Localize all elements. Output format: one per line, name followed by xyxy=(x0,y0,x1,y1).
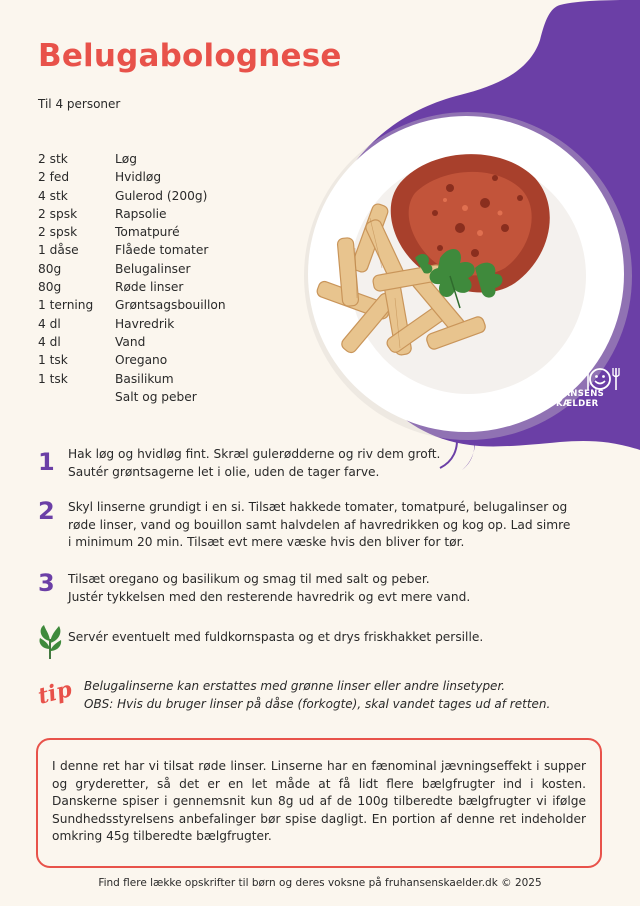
step-line: Justér tykkelsen med den resterende havredrik og evt mere vand. xyxy=(68,589,471,604)
step-text xyxy=(68,499,570,552)
step-text xyxy=(68,446,440,481)
ingredient-row xyxy=(38,315,226,333)
ingredient-list xyxy=(38,150,226,406)
tip-line: Belugalinserne kan erstattes med grønne linser eller andre linsetyper. xyxy=(84,679,506,693)
ingredient-row xyxy=(38,187,226,205)
serve-text: Servér eventuelt med fuldkornspasta og et drys friskhakket persille. xyxy=(68,630,484,644)
ingredient-qty xyxy=(38,388,115,406)
ingredient-qty: 1 dåse xyxy=(38,243,79,258)
ingredient-name: Rapsolie xyxy=(115,206,167,221)
info-box xyxy=(36,738,602,868)
servings: Til 4 personer xyxy=(38,97,121,111)
ingredient-name: Flåede tomater xyxy=(115,243,209,258)
ingredient-qty: 80g xyxy=(38,280,62,295)
step-line: i minimum 20 min. Tilsæt evt mere væske hvis den bliver for tør. xyxy=(68,535,465,549)
ingredient-name: Belugalinser xyxy=(115,261,191,276)
ingredient-name: Havredrik xyxy=(115,316,175,331)
ingredient-name: Basilikum xyxy=(115,371,174,386)
ingredient-row xyxy=(38,351,226,369)
ingredient-name: Hvidløg xyxy=(115,170,162,185)
ingredient-name: Grøntsagsbouillon xyxy=(115,298,226,313)
ingredient-name: Oregano xyxy=(115,353,168,368)
ingredient-qty: 1 tsk xyxy=(38,371,68,386)
footer-text: Find flere lække opskrifter til børn og deres voksne på fruhansenskaelder.dk © 2025 xyxy=(98,877,542,889)
ingredient-name: Gulerod (200g) xyxy=(115,188,208,203)
info-text: I denne ret har vi tilsat røde linser. Linserne har en fænominal jævningseffekt i supper og gryderetter, så det er en let måde at få lidt flere bælgfrugter ind i kosten. Danskerne spiser i gennemsnit kun 8g ud af de 100g tilberedte bælgfrugter vi ifølge Sundhedsstyrelsens anbefalinger bør spise dagligt. En portion af denne ret indeholder omkring 45g tilberedte bælgfrugter. xyxy=(52,759,586,843)
ingredient-qty: 1 tsk xyxy=(38,353,68,368)
ingredient-qty: 1 terning xyxy=(38,298,94,313)
ingredient-name: Salt og peber xyxy=(115,389,197,404)
ingredient-row xyxy=(38,150,226,168)
ingredient-qty: 2 stk xyxy=(38,152,68,166)
ingredient-row xyxy=(38,223,226,241)
logo-line-3: KÆLDER xyxy=(556,399,599,409)
ingredient-row xyxy=(38,333,226,351)
tip-line: OBS: Hvis du bruger linser på dåse (forkogte), skal vandet tages ud af retten. xyxy=(84,696,551,711)
tip-label: tip xyxy=(35,676,75,710)
ingredient-row xyxy=(38,278,226,296)
ingredient-row xyxy=(38,388,226,406)
ingredient-name: Røde linser xyxy=(115,280,184,295)
step-line: Skyl linserne grundigt i en si. Tilsæt hakkede tomater, tomatpuré, belugalinser og xyxy=(68,500,568,514)
ingredient-name: Vand xyxy=(115,334,146,349)
ingredient-row xyxy=(38,205,226,223)
step-2 xyxy=(38,499,570,552)
brand-logo xyxy=(556,366,626,422)
step-line: Sautér grøntsagerne let i olie, uden de tager farve. xyxy=(68,464,380,479)
tip-text xyxy=(84,678,550,713)
ingredient-row xyxy=(38,168,226,186)
ingredient-qty: 2 fed xyxy=(38,170,70,185)
ingredient-row xyxy=(38,370,226,388)
ingredient-qty: 4 dl xyxy=(38,334,61,349)
step-text xyxy=(68,571,470,606)
recipe-title: Belugabolognese xyxy=(38,38,342,74)
step-line: Tilsæt oregano og basilikum og smag til med salt og peber. xyxy=(68,572,430,586)
ingredient-qty: 2 spsk xyxy=(38,206,78,221)
ingredient-row xyxy=(38,260,226,278)
ingredient-qty: 4 stk xyxy=(38,188,68,203)
ingredient-qty: 2 spsk xyxy=(38,225,78,240)
ingredient-qty: 80g xyxy=(38,261,62,276)
ingredient-row xyxy=(38,241,226,259)
step-number: 2 xyxy=(38,497,55,525)
step-number: 1 xyxy=(38,448,55,476)
step-3 xyxy=(38,571,470,606)
logo-line-2: HANSENS xyxy=(556,389,605,399)
ingredient-name: Tomatpuré xyxy=(115,225,180,240)
herb-icon xyxy=(36,621,64,661)
step-line: Hak løg og hvidløg fint. Skræl gulerødderne og riv dem groft. xyxy=(68,447,441,461)
logo-line-1: FRU xyxy=(556,379,577,389)
step-line: røde linser, vand og bouillon samt halvdelen af havredrikken og kog op. Lad simre xyxy=(68,517,571,532)
step-number: 3 xyxy=(38,569,55,597)
ingredient-name: Løg xyxy=(115,152,137,166)
step-1 xyxy=(38,446,440,481)
ingredient-qty: 4 dl xyxy=(38,316,61,331)
ingredient-row xyxy=(38,296,226,314)
